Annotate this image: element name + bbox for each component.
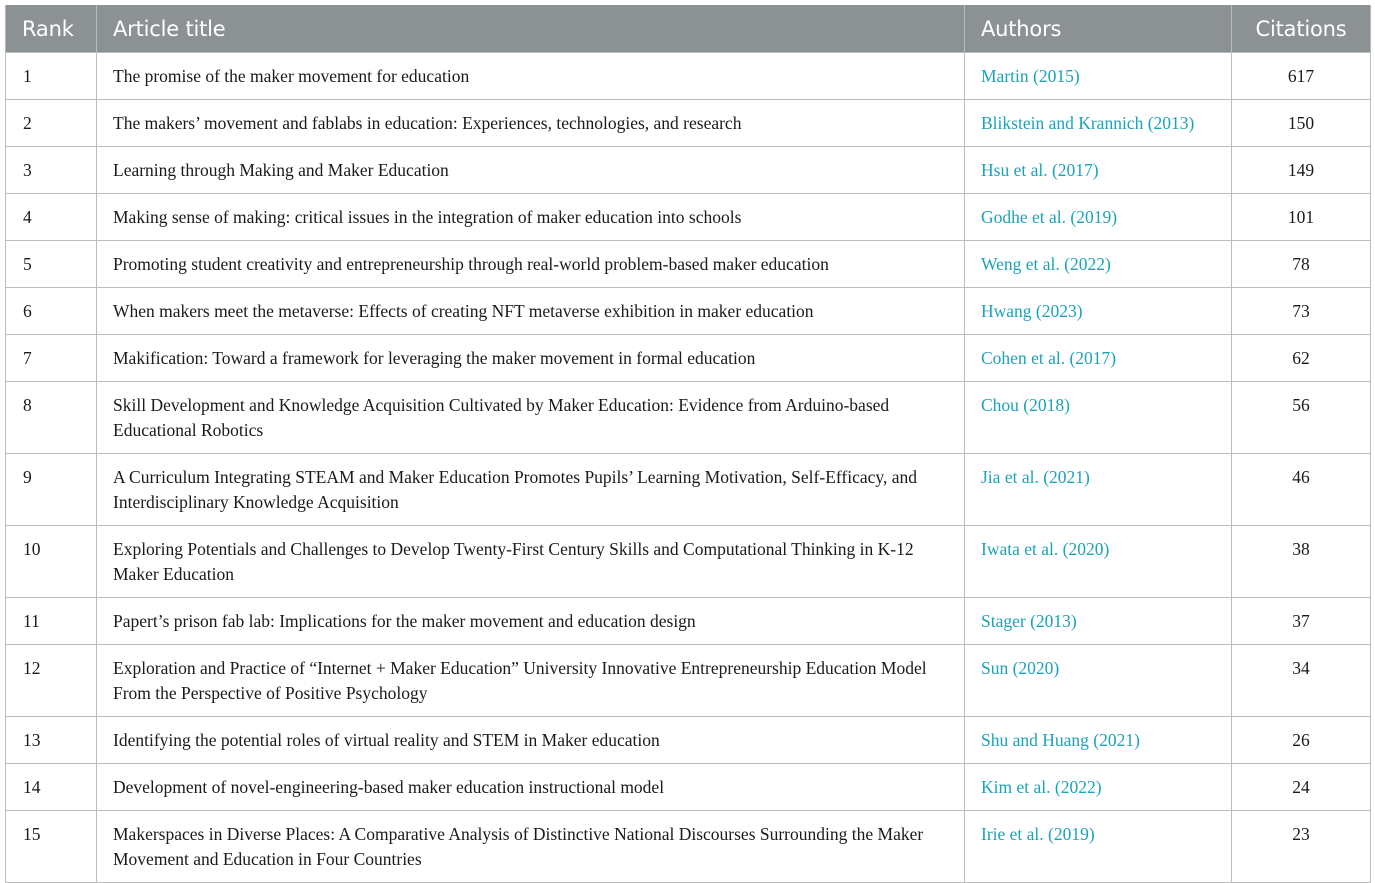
citations-cell: 62 (1232, 335, 1371, 382)
table-row (6, 382, 1371, 454)
article-title-cell: Making sense of making: critical issues in the integration of maker education into schools (97, 194, 965, 241)
citations-cell: 56 (1232, 382, 1371, 454)
citations-cell: 38 (1232, 526, 1371, 598)
citations-cell: 150 (1232, 100, 1371, 147)
author-link[interactable]: Cohen et al. (2017) (965, 335, 1232, 382)
citations-cell: 78 (1232, 241, 1371, 288)
article-title-cell: Promoting student creativity and entrepreneurship through real-world problem-based maker education (97, 241, 965, 288)
author-link[interactable]: Sun (2020) (965, 645, 1232, 717)
article-title-cell: Identifying the potential roles of virtual reality and STEM in Maker education (97, 717, 965, 764)
author-link[interactable]: Martin (2015) (965, 53, 1232, 100)
article-title-cell: Learning through Making and Maker Education (97, 147, 965, 194)
author-link[interactable]: Hsu et al. (2017) (965, 147, 1232, 194)
article-title-cell: Papert’s prison fab lab: Implications for the maker movement and education design (97, 598, 965, 645)
author-link[interactable]: Blikstein and Krannich (2013) (965, 100, 1232, 147)
citations-cell: 23 (1232, 811, 1371, 883)
citations-table (5, 5, 1371, 883)
citations-cell: 34 (1232, 645, 1371, 717)
rank-cell: 10 (6, 526, 97, 598)
rank-cell: 13 (6, 717, 97, 764)
rank-cell: 2 (6, 100, 97, 147)
header-article-title: Article title (97, 5, 965, 53)
rank-cell: 3 (6, 147, 97, 194)
article-title-cell: The makers’ movement and fablabs in education: Experiences, technologies, and research (97, 100, 965, 147)
citations-cell: 26 (1232, 717, 1371, 764)
table-row (6, 811, 1371, 883)
header-row (6, 5, 1371, 53)
author-link[interactable]: Shu and Huang (2021) (965, 717, 1232, 764)
author-link[interactable]: Iwata et al. (2020) (965, 526, 1232, 598)
article-title-cell: Exploration and Practice of “Internet + Maker Education” University Innovative Entrepreneurship Education Model From the Perspective of Positive Psychology (97, 645, 965, 717)
table-row (6, 241, 1371, 288)
table-row (6, 335, 1371, 382)
rank-cell: 1 (6, 53, 97, 100)
rank-cell: 5 (6, 241, 97, 288)
table-row (6, 147, 1371, 194)
article-title-cell: Exploring Potentials and Challenges to Develop Twenty-First Century Skills and Computational Thinking in K-12 Maker Education (97, 526, 965, 598)
author-link[interactable]: Jia et al. (2021) (965, 454, 1232, 526)
table-row (6, 100, 1371, 147)
table-row (6, 194, 1371, 241)
article-title-cell: When makers meet the metaverse: Effects of creating NFT metaverse exhibition in maker education (97, 288, 965, 335)
article-title-cell: A Curriculum Integrating STEAM and Maker Education Promotes Pupils’ Learning Motivation, Self-Efficacy, and Interdisciplinary Knowledge Acquisition (97, 454, 965, 526)
citations-cell: 73 (1232, 288, 1371, 335)
citations-cell: 24 (1232, 764, 1371, 811)
table-row (6, 526, 1371, 598)
table-body (6, 53, 1371, 883)
rank-cell: 8 (6, 382, 97, 454)
rank-cell: 9 (6, 454, 97, 526)
article-title-cell: Skill Development and Knowledge Acquisition Cultivated by Maker Education: Evidence from Arduino-based Educational Robotics (97, 382, 965, 454)
rank-cell: 7 (6, 335, 97, 382)
article-title-cell: Development of novel-engineering-based maker education instructional model (97, 764, 965, 811)
citations-cell: 149 (1232, 147, 1371, 194)
citations-cell: 101 (1232, 194, 1371, 241)
table-row (6, 53, 1371, 100)
rank-cell: 11 (6, 598, 97, 645)
rank-cell: 14 (6, 764, 97, 811)
article-title-cell: The promise of the maker movement for education (97, 53, 965, 100)
author-link[interactable]: Weng et al. (2022) (965, 241, 1232, 288)
author-link[interactable]: Hwang (2023) (965, 288, 1232, 335)
table-row (6, 764, 1371, 811)
table-header (6, 5, 1371, 53)
rank-cell: 15 (6, 811, 97, 883)
table-row (6, 598, 1371, 645)
citations-cell: 617 (1232, 53, 1371, 100)
author-link[interactable]: Kim et al. (2022) (965, 764, 1232, 811)
article-title-cell: Makerspaces in Diverse Places: A Comparative Analysis of Distinctive National Discourses Surrounding the Maker Movement and Education in Four Countries (97, 811, 965, 883)
table-row (6, 645, 1371, 717)
table-row (6, 454, 1371, 526)
rank-cell: 4 (6, 194, 97, 241)
header-citations: Citations (1232, 5, 1371, 53)
author-link[interactable]: Irie et al. (2019) (965, 811, 1232, 883)
table-row (6, 288, 1371, 335)
table-row (6, 717, 1371, 764)
author-link[interactable]: Chou (2018) (965, 382, 1232, 454)
header-authors: Authors (965, 5, 1232, 53)
rank-cell: 6 (6, 288, 97, 335)
citations-cell: 46 (1232, 454, 1371, 526)
article-title-cell: Makification: Toward a framework for leveraging the maker movement in formal education (97, 335, 965, 382)
rank-cell: 12 (6, 645, 97, 717)
citations-cell: 37 (1232, 598, 1371, 645)
author-link[interactable]: Stager (2013) (965, 598, 1232, 645)
author-link[interactable]: Godhe et al. (2019) (965, 194, 1232, 241)
header-rank: Rank (6, 5, 97, 53)
